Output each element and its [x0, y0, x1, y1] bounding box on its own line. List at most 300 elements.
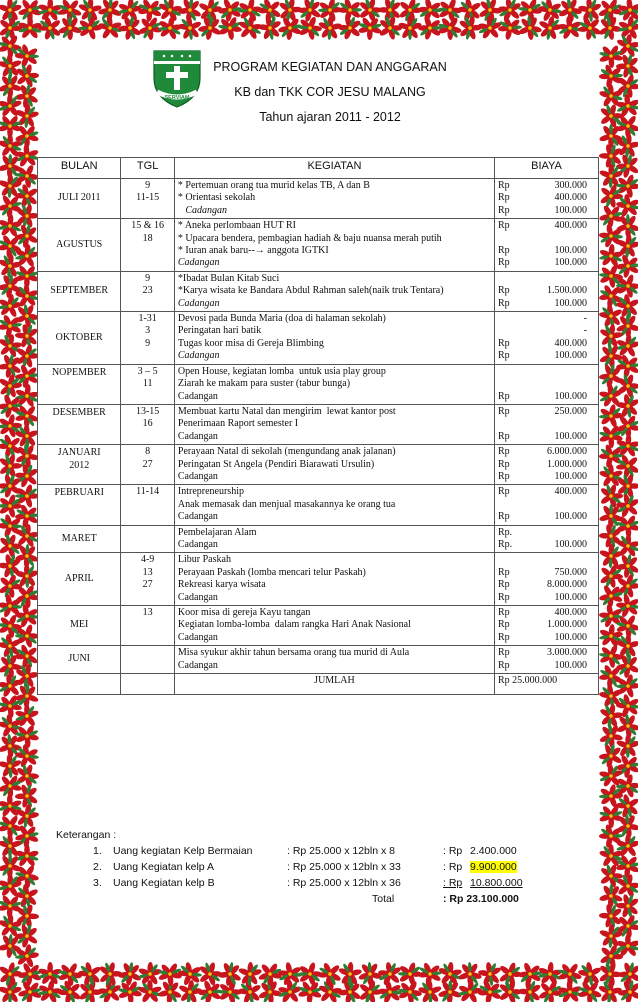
total-value: Rp 25.000.000 [495, 674, 599, 695]
poinsettia-icon [157, 15, 183, 42]
total-row [38, 674, 599, 695]
activity-text: * Iuran anak baru--→ anggota IGTKI [177, 245, 329, 257]
poinsettia-icon [574, 12, 607, 45]
poinsettia-icon [0, 272, 24, 299]
amount-text [520, 378, 595, 390]
amount-text: 6.000.000 [547, 446, 587, 458]
poinsettia-icon [473, 11, 507, 44]
poinsettia-icon [614, 611, 638, 640]
activity-text: Tugas koor misa di Gereja Blimbing [177, 337, 324, 349]
amount-text [520, 499, 595, 511]
item-value: 9.900.000 [470, 861, 517, 873]
keterangan-title: Keterangan : [56, 829, 117, 841]
month-text: DESEMBER [52, 406, 106, 418]
table-row [38, 485, 599, 525]
poinsettia-icon [594, 199, 628, 233]
poinsettia-icon [173, 11, 207, 45]
amount-text: 1.000.000 [547, 619, 587, 631]
amount-text: 400.000 [554, 607, 587, 618]
poinsettia-icon [614, 813, 638, 840]
poinsettia-icon [594, 219, 627, 252]
poinsettia-icon [295, 0, 325, 25]
poinsettia-icon [114, 976, 146, 1002]
poinsettia-icon [353, 0, 387, 27]
cost-line [498, 660, 595, 672]
cell-kegiatan [174, 646, 494, 674]
activity-text: Rekreasi karya wisata [177, 579, 266, 591]
currency-text: Rp. [498, 538, 513, 550]
poinsettia-icon [573, 957, 607, 991]
month-text: NOPEMBER [51, 366, 107, 378]
poinsettia-icon [58, 16, 83, 40]
activity-text: Cadangan [177, 204, 228, 216]
cell-bulan [38, 364, 121, 404]
amount-text: 250.000 [554, 405, 587, 417]
activity-text: Membuat kartu Natal dan mengirim lewat kantor post [177, 405, 396, 417]
poinsettia-icon [193, 957, 227, 991]
poinsettia-icon [56, 959, 85, 988]
cell-tgl [121, 312, 175, 365]
poinsettia-icon [612, 510, 638, 542]
cell-biaya [495, 553, 599, 606]
table-row [38, 404, 599, 444]
poinsettia-icon [615, 959, 638, 988]
currency-text [498, 313, 520, 325]
poinsettia-icon [0, 471, 25, 501]
poinsettia-icon [576, 0, 603, 23]
amount-text: 3.000.000 [547, 647, 587, 659]
poinsettia-icon [595, 280, 627, 313]
poinsettia-icon [355, 977, 386, 1002]
activity-text: Intrepreneurship [177, 486, 244, 498]
amount-text [520, 273, 595, 285]
poinsettia-icon [0, 980, 22, 1002]
poinsettia-icon [595, 700, 627, 732]
poinsettia-icon [594, 779, 628, 813]
cell-tgl [121, 364, 175, 404]
item-calc: : Rp 25.000 x 12bln x 33 [287, 861, 401, 873]
poinsettia-icon [554, 12, 586, 45]
cost-line [498, 391, 595, 403]
poinsettia-icon [0, 670, 26, 703]
month-text: APRIL [64, 572, 94, 584]
poinsettia-icon [497, 15, 523, 42]
activity-text: Cadangan [177, 257, 220, 269]
poinsettia-icon [612, 530, 638, 562]
table-row [38, 219, 599, 272]
poinsettia-icon [94, 959, 125, 990]
cost-line [498, 192, 595, 204]
poinsettia-icon [599, 824, 623, 849]
poinsettia-icon [597, 343, 624, 370]
cost-line [498, 220, 595, 232]
poinsettia-icon [214, 958, 247, 990]
poinsettia-icon [153, 975, 187, 1002]
school-name: KB dan TKK COR JESU MALANG [234, 85, 426, 99]
poinsettia-icon [0, 0, 22, 22]
cell-tgl [121, 445, 175, 485]
cost-line [498, 579, 595, 591]
poinsettia-icon [234, 12, 266, 45]
cell-kegiatan [174, 179, 494, 219]
date-text [124, 632, 171, 644]
cost-line [498, 527, 595, 539]
amount-text: 400.000 [554, 192, 587, 204]
poinsettia-icon [334, 976, 366, 1002]
item-number: 2. [93, 861, 102, 873]
poinsettia-icon [612, 449, 638, 482]
activity-text: Pembelajaran Alam [177, 526, 257, 538]
poinsettia-icon [594, 579, 628, 613]
poinsettia-icon [595, 320, 628, 352]
poinsettia-icon [314, 976, 346, 1002]
poinsettia-icon [0, 312, 24, 340]
amount-text: 100.000 [554, 297, 587, 309]
date-text: 11-14 [136, 486, 160, 498]
poinsettia-icon [12, 921, 42, 951]
date-text: 3 [145, 325, 151, 337]
amount-text: 400.000 [554, 337, 587, 349]
poinsettia-icon [536, 14, 565, 42]
poinsettia-icon [594, 119, 628, 153]
poinsettia-icon [355, 13, 385, 43]
currency-text [498, 554, 520, 566]
poinsettia-icon [0, 289, 27, 323]
poinsettia-icon [597, 241, 626, 270]
poinsettia-icon [253, 957, 287, 990]
poinsettia-icon [611, 789, 638, 823]
poinsettia-icon [613, 891, 638, 921]
activity-budget-table [37, 157, 599, 695]
cell-biaya [495, 606, 599, 646]
date-text: 27 [142, 579, 153, 591]
poinsettia-icon [73, 0, 107, 27]
amount-text: 100.000 [554, 430, 587, 442]
poinsettia-icon [596, 841, 626, 872]
date-text: 11 [142, 378, 153, 390]
currency-text: Rp [498, 566, 510, 578]
cost-line [498, 233, 595, 245]
activity-text: Cadangan [177, 350, 220, 362]
poinsettia-icon [616, 734, 638, 758]
amount-text: 750.000 [554, 566, 587, 578]
activity-text: Peringatan St Angela (Pendiri Biarawati Ursulin) [177, 458, 375, 470]
poinsettia-icon [12, 841, 42, 872]
poinsettia-icon [614, 852, 638, 881]
poinsettia-icon [613, 111, 638, 142]
poinsettia-icon [298, 962, 322, 987]
doc-title: PROGRAM KEGIATAN DAN ANGGARAN [213, 60, 447, 74]
cell-biaya [495, 485, 599, 525]
currency-text: Rp [498, 350, 510, 362]
poinsettia-icon [237, 0, 263, 23]
poinsettia-icon [154, 958, 186, 990]
amount-text: 100.000 [554, 659, 587, 671]
amount-text: 100.000 [554, 257, 587, 269]
poinsettia-icon [594, 499, 628, 533]
activity-text: Peringatan hari batik [177, 325, 262, 337]
poinsettia-icon [475, 0, 504, 24]
poinsettia-icon [0, 413, 23, 439]
currency-text [498, 418, 520, 430]
poinsettia-icon [373, 975, 406, 1002]
poinsettia-icon [256, 979, 283, 1002]
month-text: OKTOBER [55, 331, 103, 343]
poinsettia-icon [273, 975, 307, 1002]
keterangan-total-value: : Rp 23.100.000 [443, 893, 519, 905]
poinsettia-icon [333, 957, 367, 990]
activity-text: Ziarah ke makam para suster (tabur bunga) [177, 378, 351, 390]
poinsettia-icon [0, 959, 25, 989]
poinsettia-icon [594, 599, 627, 632]
cost-line [498, 554, 595, 566]
poinsettia-icon [0, 711, 24, 740]
amount-text: 100.000 [554, 538, 587, 550]
poinsettia-icon [0, 189, 27, 223]
amount-text: 8.000.000 [547, 579, 587, 591]
cell-tgl [121, 271, 175, 311]
table-row [38, 445, 599, 485]
cost-line [498, 257, 595, 269]
poinsettia-icon [615, 773, 638, 799]
currency-text [498, 273, 520, 285]
currency-text: Rp [498, 204, 510, 216]
poinsettia-icon [599, 443, 624, 468]
poinsettia-icon [612, 490, 638, 522]
month-text: JULI 2011 [57, 192, 101, 204]
amount-text: 400.000 [554, 220, 587, 232]
header-bulan: BULAN [38, 158, 121, 179]
poinsettia-icon [313, 11, 347, 44]
date-text: 16 [142, 418, 153, 430]
poinsettia-icon [0, 372, 25, 401]
date-text [124, 499, 171, 511]
cost-line [498, 647, 595, 659]
poinsettia-icon [0, 389, 27, 423]
currency-text: Rp [498, 257, 510, 269]
activity-text: *Ibadat Bulan Kitab Suci [177, 272, 280, 284]
poinsettia-icon [536, 0, 564, 24]
poinsettia-icon [97, 0, 124, 23]
poinsettia-icon [73, 957, 107, 991]
amount-text: 100.000 [554, 591, 587, 603]
cell-tgl [121, 485, 175, 525]
activity-text: * Pertemuan orang tua murid kelas TB, A dan B [177, 180, 370, 191]
currency-text: Rp [498, 285, 510, 297]
cost-line [498, 459, 595, 471]
date-text [124, 511, 171, 523]
month-text: MEI [70, 619, 89, 631]
activity-text: Open House, kegiatan lomba untuk usia play group [177, 365, 386, 377]
poinsettia-icon [596, 461, 626, 491]
poinsettia-icon [434, 958, 466, 990]
logo-text: SERVIAM [164, 95, 190, 101]
poinsettia-icon [615, 353, 638, 380]
poinsettia-icon [0, 729, 27, 763]
amount-text: 100.000 [554, 470, 587, 482]
cost-line [498, 180, 595, 192]
month-text: JUNI [68, 653, 91, 665]
cost-line [498, 592, 595, 604]
poinsettia-icon [454, 12, 486, 43]
poinsettia-icon [0, 690, 26, 722]
activity-text: Penerimaan Raport semester I [177, 418, 299, 430]
poinsettia-icon [611, 669, 638, 703]
currency-text: Rp [498, 390, 510, 402]
poinsettia-icon [596, 521, 626, 551]
cell-tgl [121, 646, 175, 674]
table-row [38, 553, 599, 606]
date-text [124, 619, 171, 631]
poinsettia-icon [0, 769, 27, 803]
date-text: 13-15 [135, 405, 160, 417]
date-text [124, 471, 171, 483]
cost-line [498, 366, 595, 378]
month-text: MARET [61, 532, 97, 544]
cost-line [498, 285, 595, 297]
cell-biaya [495, 364, 599, 404]
poinsettia-icon [0, 929, 27, 962]
poinsettia-icon [53, 975, 87, 1002]
date-text: 9 [145, 180, 151, 191]
cell-tgl [121, 606, 175, 646]
poinsettia-icon [35, 959, 65, 989]
poinsettia-icon [413, 975, 447, 1002]
poinsettia-icon [11, 780, 43, 811]
activity-text: Cadangan [177, 538, 218, 550]
poinsettia-icon [0, 49, 27, 83]
cell-bulan [38, 485, 121, 525]
cost-line [498, 418, 595, 430]
amount-text: 100.000 [554, 511, 587, 523]
header-biaya: BIAYA [495, 158, 599, 179]
poinsettia-icon [10, 939, 44, 973]
poinsettia-icon [0, 350, 26, 382]
poinsettia-icon [514, 0, 547, 26]
poinsettia-icon [614, 192, 638, 220]
poinsettia-icon [453, 957, 487, 991]
cost-line [498, 607, 595, 619]
item-value: 2.400.000 [470, 845, 517, 857]
poinsettia-icon [611, 409, 638, 443]
poinsettia-icon [13, 802, 41, 830]
poinsettia-icon [615, 233, 638, 259]
poinsettia-icon [594, 859, 628, 893]
poinsettia-icon [0, 149, 27, 183]
poinsettia-icon [611, 249, 638, 283]
poinsettia-icon [0, 829, 27, 863]
poinsettia-icon [595, 420, 626, 452]
poinsettia-icon [598, 723, 625, 749]
poinsettia-icon [33, 11, 67, 45]
poinsettia-icon [256, 14, 285, 42]
activity-text: Perayaan Natal di sekolah (mengundang anak jalanan) [177, 446, 396, 458]
poinsettia-icon [253, 0, 286, 27]
poinsettia-icon [611, 749, 638, 783]
poinsettia-icon [196, 14, 224, 42]
poinsettia-icon [595, 959, 625, 989]
date-text [124, 527, 171, 539]
cost-line [498, 632, 595, 644]
date-text: 13 [142, 566, 153, 578]
cell-bulan [38, 606, 121, 646]
poinsettia-icon [0, 854, 22, 878]
currency-text: Rp [498, 486, 510, 498]
poinsettia-icon [453, 0, 487, 27]
cell-kegiatan [174, 404, 494, 444]
poinsettia-icon [611, 629, 638, 663]
poinsettia-icon [13, 0, 47, 27]
poinsettia-icon [237, 961, 263, 986]
month-text: PEBRUARI [54, 487, 104, 499]
amount-text: 1.000.000 [547, 458, 587, 470]
poinsettia-icon [575, 976, 606, 1002]
poinsettia-icon [597, 642, 624, 670]
poinsettia-icon [0, 329, 26, 362]
activity-text: Cadangan [177, 659, 218, 671]
poinsettia-icon [393, 957, 427, 991]
poinsettia-icon [174, 0, 207, 26]
poinsettia-icon [176, 978, 204, 1002]
poinsettia-icon [513, 957, 547, 991]
poinsettia-icon [10, 819, 44, 853]
item-currency: : Rp [443, 861, 463, 873]
amount-text [520, 233, 595, 245]
activity-text: Kegiatan lomba-lomba dalam rangka Hari Anak Nasional [177, 619, 411, 631]
poinsettia-icon [513, 11, 547, 45]
poinsettia-icon [616, 978, 638, 1002]
poinsettia-icon [553, 0, 587, 27]
poinsettia-icon [213, 0, 247, 27]
poinsettia-icon [611, 869, 638, 903]
poinsettia-icon [0, 451, 26, 482]
cell-bulan [38, 404, 121, 444]
date-text: 11-15 [136, 192, 160, 204]
poinsettia-icon [218, 980, 242, 1002]
poinsettia-icon [95, 13, 125, 43]
poinsettia-icon [594, 759, 628, 792]
item-calc: : Rp 25.000 x 12bln x 8 [287, 845, 395, 857]
poinsettia-icon [613, 431, 638, 461]
date-text: 13 [142, 607, 153, 618]
poinsettia-icon [613, 930, 638, 961]
poinsettia-icon [0, 429, 27, 463]
poinsettia-icon [612, 90, 638, 122]
poinsettia-icon [273, 11, 307, 45]
poinsettia-icon [0, 652, 24, 680]
poinsettia-icon [0, 74, 23, 99]
currency-text: Rp [498, 619, 510, 631]
poinsettia-icon [594, 399, 628, 433]
poinsettia-icon [297, 15, 323, 42]
poinsettia-icon [15, 13, 45, 43]
header-tgl: TGL [121, 158, 175, 179]
item-number: 1. [93, 845, 102, 857]
activity-text: * Orientasi sekolah [177, 192, 256, 204]
poinsettia-icon [0, 612, 23, 639]
poinsettia-icon [0, 629, 27, 663]
poinsettia-icon [0, 811, 25, 841]
cost-line [498, 298, 595, 310]
amount-text: 100.000 [554, 390, 587, 402]
amount-text: 300.000 [554, 180, 587, 191]
poinsettia-icon [597, 622, 625, 651]
cell-biaya [495, 312, 599, 365]
poinsettia-icon [233, 975, 267, 1002]
cell-kegiatan [174, 445, 494, 485]
poinsettia-icon [614, 0, 638, 26]
poinsettia-icon [598, 63, 623, 89]
